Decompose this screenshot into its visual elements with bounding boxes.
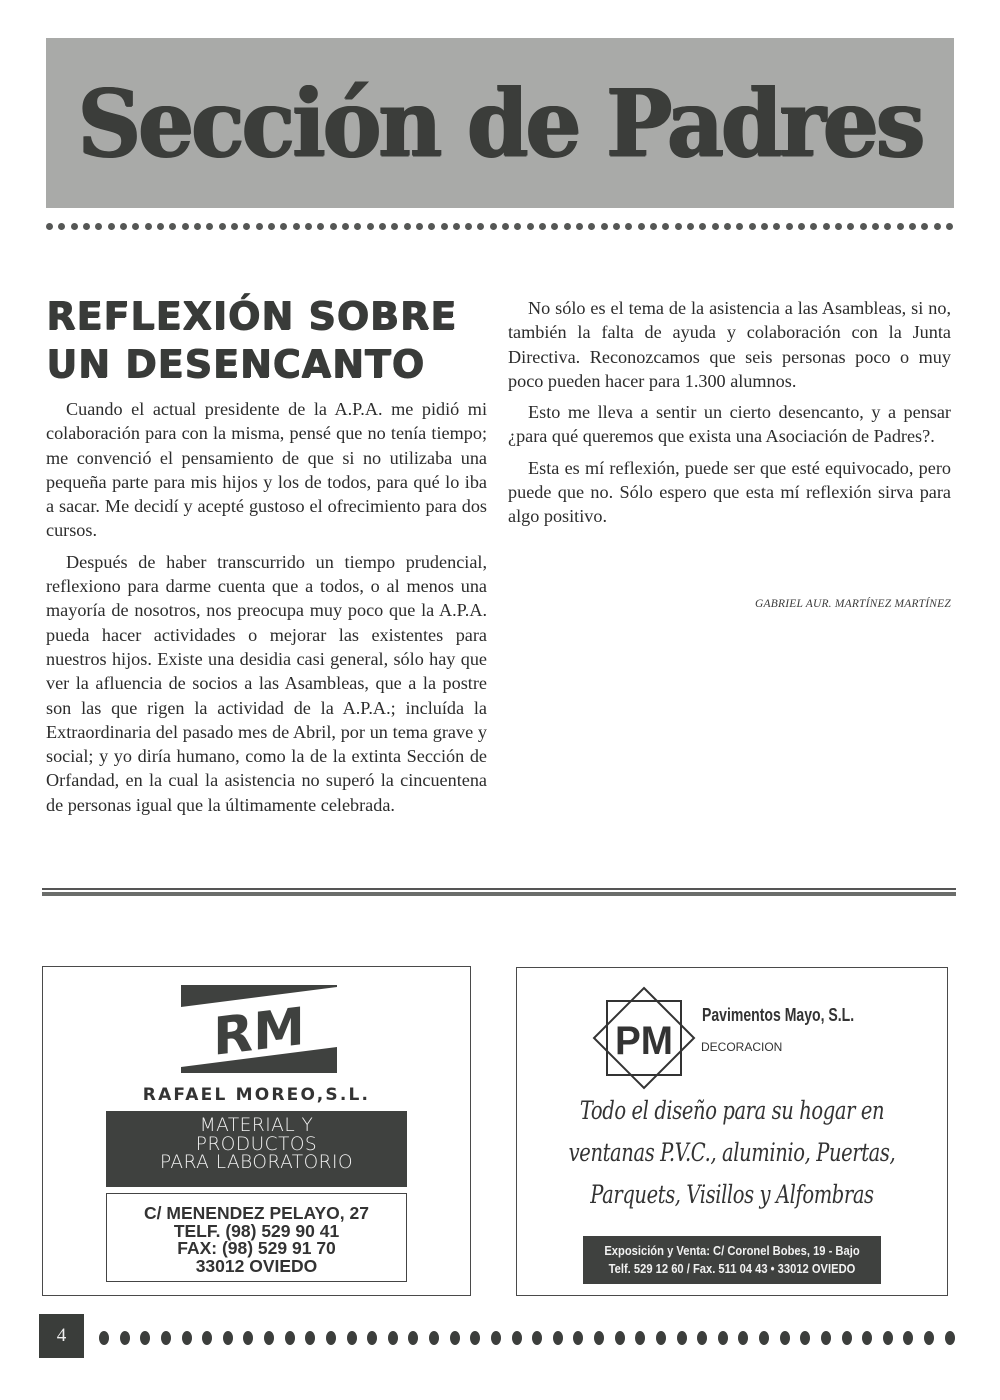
dot-ornament [223,1331,233,1345]
dot-ornament [564,223,571,230]
author-signature: GABRIEL AUR. MARTÍNEZ MARTÍNEZ [755,598,951,610]
dot-ornament [677,1331,687,1345]
rm-fax: FAX: (98) 529 91 70 [177,1238,336,1258]
dot-ornament [759,1331,769,1345]
dot-ornament [465,223,472,230]
dot-ornament [367,223,374,230]
dot-ornament [687,223,694,230]
dot-ornament [615,1331,625,1345]
dot-ornament [46,223,53,230]
dot-ornament [219,223,226,230]
dot-ornament [95,223,102,230]
dot-ornament [157,223,164,230]
rm-company-name: RAFAEL MOREO,S.L. [142,1085,371,1105]
dot-ornament [285,1331,295,1345]
dot-ornament [601,223,608,230]
dot-ornament [662,223,669,230]
page-number: 4 [39,1314,84,1358]
dot-ornament [650,223,657,230]
dot-ornament [718,1331,728,1345]
article-title [46,292,486,388]
dot-ornament [243,223,250,230]
pm-phone-fax: Telf. 529 12 60 / Fax. 511 04 43 • 33012 OVIEDO [608,1261,856,1276]
dot-ornament [243,1331,253,1345]
dot-ornament [724,223,731,230]
dot-ornament [71,223,78,230]
pm-logo-icon [592,986,696,1090]
pm-slogan-line: ventanas P.V.C., aluminio, Puertas, [568,1138,896,1167]
dot-ornament [132,223,139,230]
dot-ornament [256,223,263,230]
dot-ornament [738,1331,748,1345]
article-column-left [46,397,487,824]
pm-slogan-line: Todo el diseño para su hogar en [579,1096,885,1125]
dot-ornament [699,223,706,230]
dot-ornament [613,223,620,230]
dot-ornament [120,223,127,230]
rm-address-box [106,1193,407,1282]
dot-ornament [342,223,349,230]
pm-subtitle: DECORACION [701,1040,783,1054]
dot-ornament [924,1331,934,1345]
dot-ornament [145,223,152,230]
dot-ornament [946,223,953,230]
dot-ornament [490,223,497,230]
dot-ornament [108,223,115,230]
dot-ornament [921,223,928,230]
dot-ornament [477,223,484,230]
rm-tagline-line: PARA LABORATORIO [159,1152,354,1173]
dot-ornament [527,223,534,230]
dot-ornament [347,1331,357,1345]
dot-ornament [786,223,793,230]
dot-ornament [860,223,867,230]
dot-ornament [305,223,312,230]
dot-ornament [441,223,448,230]
ad-pavimentos-mayo [516,967,948,1296]
dot-ornament [206,223,213,230]
dot-ornament [58,223,65,230]
dot-ornament [883,1331,893,1345]
dot-ornament [470,1331,480,1345]
dot-ornament [326,1331,336,1345]
article-column-right [508,296,951,536]
dot-ornament [884,223,891,230]
dot-ornament [862,1331,872,1345]
pm-company-name: Pavimentos Mayo, S.L. [702,1005,855,1025]
dot-ornament [354,223,361,230]
dot-ornament [99,1331,109,1345]
dot-ornament [553,1331,563,1345]
dotted-divider-bottom [99,1331,955,1345]
dot-ornament [872,223,879,230]
dot-ornament [231,223,238,230]
dot-ornament [182,223,189,230]
article-paragraph: Esto me lleva a sentir un cierto desencanto, y a pensar ¿para qué queremos que exista una Asociación de Padres?. [508,402,951,447]
dot-ornament [588,223,595,230]
dot-ornament [903,1331,913,1345]
dot-ornament [264,1331,274,1345]
dot-ornament [773,223,780,230]
dot-ornament [635,1331,645,1345]
dot-ornament [194,223,201,230]
dot-ornament [450,1331,460,1345]
article-title-line-2: UN DESENCANTO [46,342,425,386]
dot-ornament [169,223,176,230]
dot-ornament [625,223,632,230]
dot-ornament [798,223,805,230]
article-paragraph: Cuando el actual presidente de la A.P.A. me pidió mi colaboración para con la misma, pensé que no tenía tiempo; me convenció el pensamiento de que si no utilizaba una pequeña parte para mis hijos y los de todos, para qué lo iba a sacar. Me decidí y acepté gustoso el ofrecimiento para dos cursos. [46,399,487,541]
dot-ornament [140,1331,150,1345]
dot-ornament [761,223,768,230]
rm-city: 33012 OVIEDO [195,1255,318,1276]
dot-ornament [182,1331,192,1345]
dot-ornament [404,223,411,230]
pm-address: Exposición y Venta: C/ Coronel Bobes, 19 - Bajo [604,1243,860,1258]
pm-slogan [564,1090,899,1216]
dot-ornament [317,223,324,230]
dot-ornament [453,223,460,230]
section-banner [46,38,954,208]
dot-ornament [909,223,916,230]
dot-ornament [675,223,682,230]
rm-logo-icon [181,985,337,1073]
dot-ornament [749,223,756,230]
dot-ornament [280,223,287,230]
dot-ornament [712,223,719,230]
dot-ornament [532,1331,542,1345]
dot-ornament [835,223,842,230]
article-paragraph: No sólo es el tema de la asistencia a las Asambleas, si no, también la falta de ayuda y colaboración con la Junta Directiva. Reconozcamos que seis personas poco o muy poco pueden hacer para 1.300 alumnos. [508,298,951,391]
dot-ornament [305,1331,315,1345]
dot-ornament [120,1331,130,1345]
dot-ornament [842,1331,852,1345]
dot-ornament [780,1331,790,1345]
dot-ornament [429,1331,439,1345]
dot-ornament [810,223,817,230]
article-paragraph: Esta es mí reflexión, puede ser que esté equivocado, pero puede que no. Sólo espero que esta mí reflexión sirva para algo positivo. [508,457,951,527]
dot-ornament [491,1331,501,1345]
dot-ornament [573,1331,583,1345]
rm-tagline-box [106,1111,407,1187]
dot-ornament [161,1331,171,1345]
dot-ornament [934,223,941,230]
dot-ornament [800,1331,810,1345]
dot-ornament [330,223,337,230]
pm-slogan-line: Parquets, Visillos y Alfombras [590,1180,874,1209]
dot-ornament [551,223,558,230]
dot-ornament [539,223,546,230]
dot-ornament [391,223,398,230]
dot-ornament [897,223,904,230]
article-title-line-1: REFLEXIÓN SOBRE [46,294,457,338]
dot-ornament [428,223,435,230]
section-title: Sección de Padres [77,68,923,178]
rm-tagline-line: PRODUCTOS [195,1133,318,1155]
rm-address-line: C/ MENENDEZ PELAYO, 27 [144,1203,369,1223]
ad-rafael-moreo [42,966,471,1296]
dot-ornament [823,223,830,230]
dot-ornament [594,1331,604,1345]
dot-ornament [656,1331,666,1345]
dot-ornament [268,223,275,230]
svg-text:PM: PM [615,1019,673,1063]
dot-ornament [416,223,423,230]
dot-ornament [945,1331,955,1345]
dot-ornament [408,1331,418,1345]
dot-ornament [736,223,743,230]
article-paragraph: Después de haber transcurrido un tiempo prudencial, reflexiono para darme cuenta que a todos, o al menos una mayoría de nosotros, nos preocupa muy poco que la A.P.A. pueda hacer actividades o mejorar las existentes para nuestros hijos. Existe una desidia casi general, sólo hay que ver la afluencia de socios a las Asambleas, que a la postre son las que rigen la actividad de la A.P.A.; incluída la Extraordinaria del pasado mes de Abril, por un tema grave y social; y yo diría humano, como la de la extinta Sección de Orfandad, en la cual la asistencia no superó la cincuentena de personas igual que la últimamente celebrada. [46,551,487,815]
dot-ornament [202,1331,212,1345]
dot-ornament [388,1331,398,1345]
dot-ornament [83,223,90,230]
dot-ornament [576,223,583,230]
dot-ornament [821,1331,831,1345]
dot-ornament [514,223,521,230]
dot-ornament [379,223,386,230]
dot-ornament [512,1331,522,1345]
rm-phone: TELF. (98) 529 90 41 [173,1220,340,1241]
dot-ornament [502,223,509,230]
dot-ornament [697,1331,707,1345]
pm-contact-box [583,1236,881,1284]
dot-ornament [293,223,300,230]
dot-ornament [367,1331,377,1345]
dot-ornament [847,223,854,230]
dot-ornament [638,223,645,230]
rm-tagline-line: MATERIAL Y [199,1115,314,1136]
svg-text:RM: RM [213,996,305,1069]
dotted-divider-top [46,221,954,231]
double-rule-divider [42,888,956,897]
